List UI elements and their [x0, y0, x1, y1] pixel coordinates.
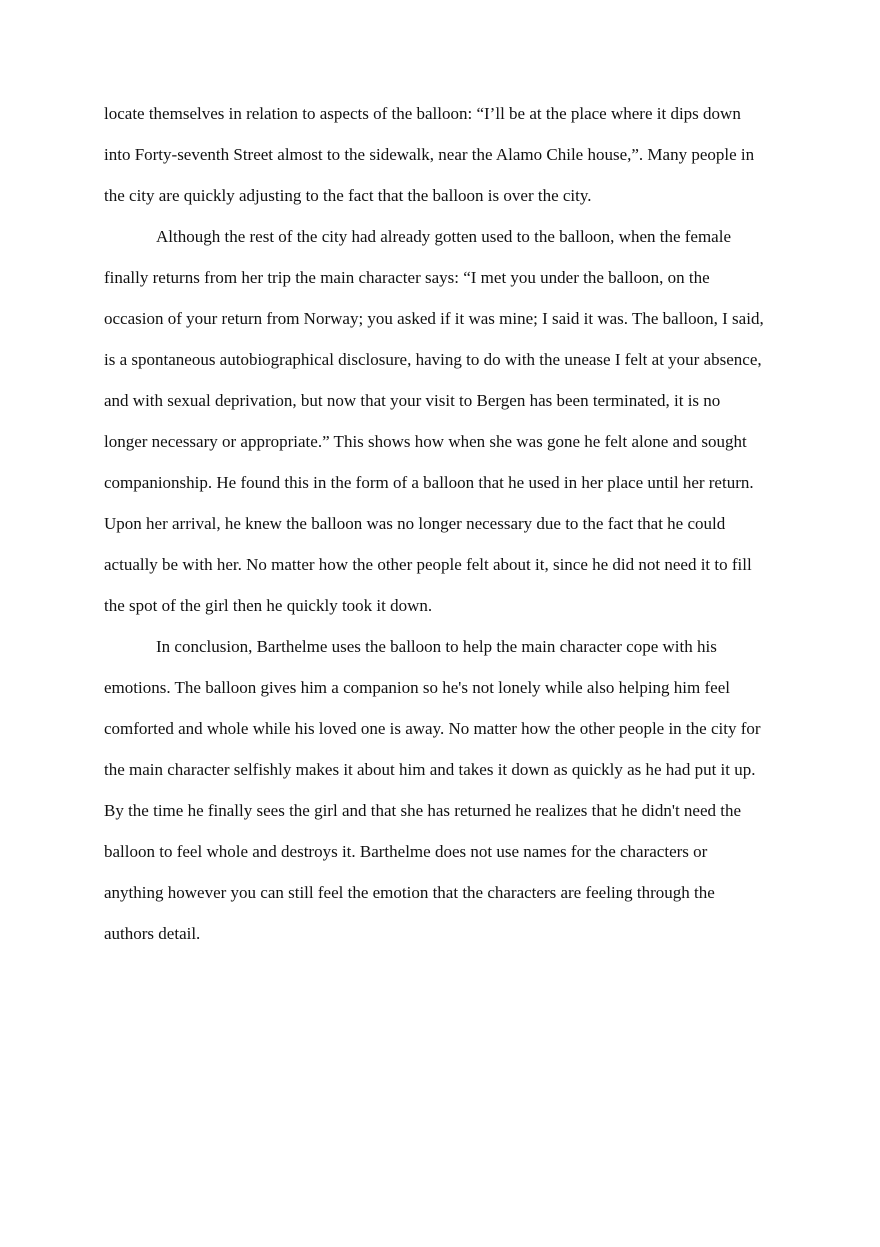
paragraph-first-line: In conclusion, Barthelme uses the balloon to help the main character cope with his: [156, 637, 717, 656]
text-line: the city are quickly adjusting to the fact that the balloon is over the city.: [104, 186, 592, 205]
text-line: longer necessary or appropriate.” This shows how when she was gone he felt alone and sought: [104, 432, 747, 451]
text-line: occasion of your return from Norway; you asked if it was mine; I said it was. The balloon, I said,: [104, 309, 764, 328]
text-line: the main character selfishly makes it about him and takes it down as quickly as he had put it up.: [104, 760, 756, 779]
text-line: By the time he finally sees the girl and that she has returned he realizes that he didn't need the: [104, 801, 742, 820]
text-line: balloon to feel whole and destroys it. Barthelme does not use names for the characters or: [104, 842, 708, 861]
text-line: finally returns from her trip the main character says: “I met you under the balloon, on the: [104, 268, 710, 287]
text-line: companionship. He found this in the form of a balloon that he used in her place until her return.: [104, 473, 754, 492]
text-line: anything however you can still feel the emotion that the characters are feeling through the: [104, 883, 715, 902]
text-line: comforted and whole while his loved one is away. No matter how the other people in the city for: [104, 719, 761, 738]
text-line: is a spontaneous autobiographical disclosure, having to do with the unease I felt at your absence,: [104, 350, 762, 369]
text-line: and with sexual deprivation, but now that your visit to Bergen has been terminated, it is no: [104, 391, 721, 410]
text-line: locate themselves in relation to aspects of the balloon: “I’ll be at the place where it dips down: [104, 104, 741, 123]
paragraph-first-line: Although the rest of the city had already gotten used to the balloon, when the female: [156, 227, 731, 246]
text-line: into Forty-seventh Street almost to the sidewalk, near the Alamo Chile house,”. Many people in: [104, 145, 755, 164]
text-line: authors detail.: [104, 924, 201, 943]
text-line: actually be with her. No matter how the other people felt about it, since he did not need it to fill: [104, 555, 752, 574]
text-line: the spot of the girl then he quickly took it down.: [104, 596, 433, 615]
text-line: Upon her arrival, he knew the balloon was no longer necessary due to the fact that he could: [104, 514, 726, 533]
text-line: emotions. The balloon gives him a companion so he's not lonely while also helping him feel: [104, 678, 730, 697]
